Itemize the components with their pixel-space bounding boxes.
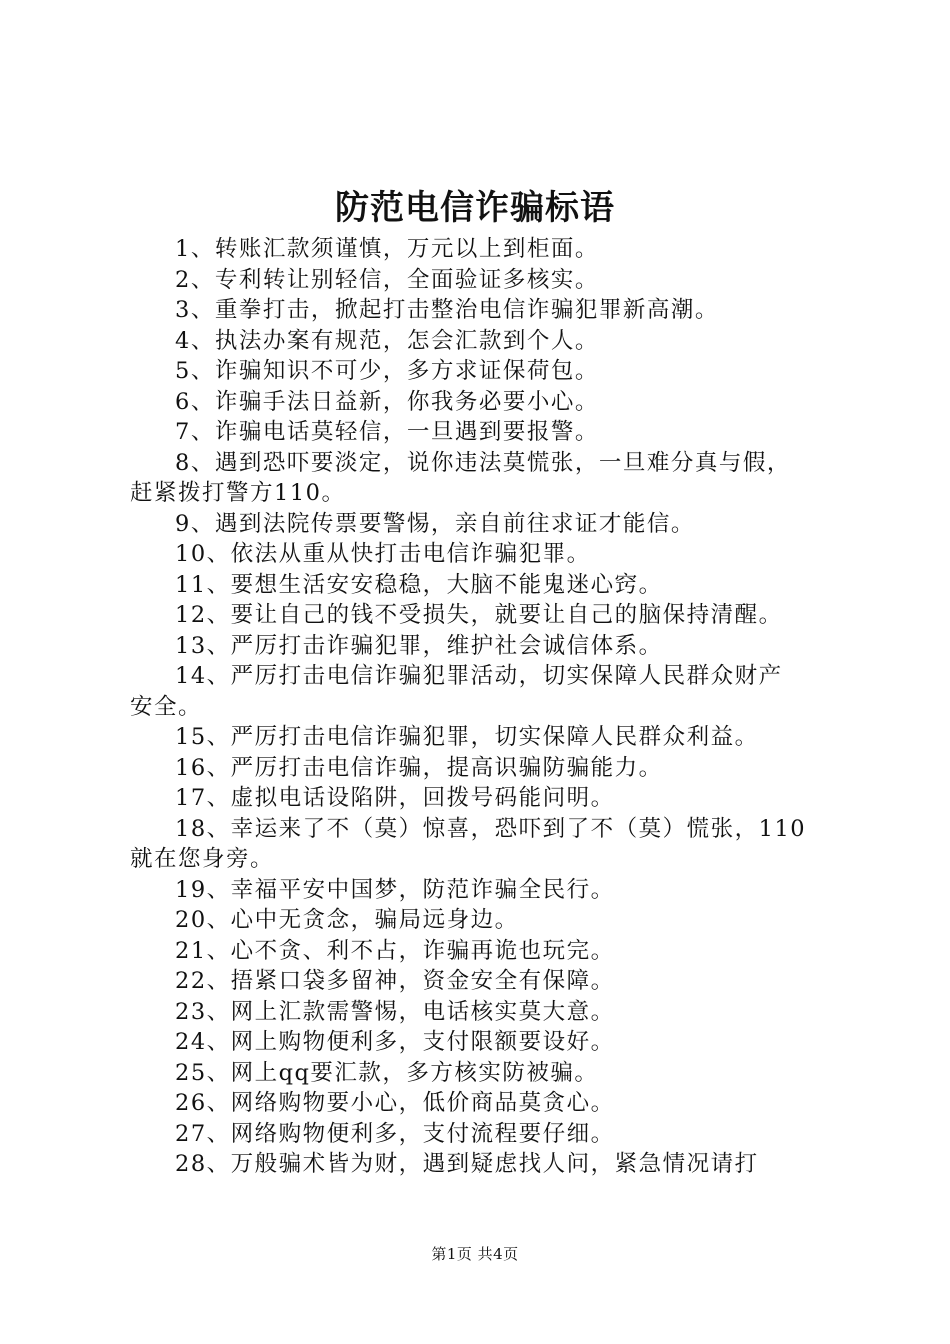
slogan-item-continuation: 就在您身旁。	[130, 846, 275, 872]
slogan-item: 19、幸福平安中国梦，防范诈骗全民行。	[175, 876, 615, 903]
slogan-item: 8、遇到恐吓要淡定，说你违法莫慌张，一旦难分真与假，	[175, 449, 791, 476]
slogan-item: 11、要想生活安安稳稳，大脑不能鬼迷心窍。	[175, 571, 663, 598]
slogan-item: 5、诈骗知识不可少，多方求证保荷包。	[175, 358, 599, 384]
slogan-item: 21、心不贪、利不占，诈骗再诡也玩完。	[175, 937, 615, 964]
slogan-item: 25、网上qq要汇款，多方核实防被骗。	[175, 1059, 599, 1086]
slogan-item: 16、严厉打击电信诈骗，提高识骗防骗能力。	[175, 754, 663, 781]
slogan-item-continuation: 安全。	[130, 693, 203, 720]
slogan-item: 1、转账汇款须谨慎，万元以上到柜面。	[175, 236, 599, 262]
slogan-list	[130, 234, 835, 1180]
slogan-item: 12、要让自己的钱不受损失，就要让自己的脑保持清醒。	[175, 602, 783, 628]
slogan-item: 26、网络购物要小心，低价商品莫贪心。	[175, 1090, 615, 1116]
slogan-item: 27、网络购物便利多，支付流程要仔细。	[175, 1120, 615, 1147]
slogan-item-continuation: 赶紧拨打警方110。	[130, 480, 346, 506]
slogan-item: 4、执法办案有规范，怎会汇款到个人。	[175, 327, 599, 354]
slogan-item: 22、捂紧口袋多留神，资金安全有保障。	[175, 968, 615, 994]
slogan-item: 6、诈骗手法日益新，你我务必要小心。	[175, 388, 599, 415]
slogan-item: 24、网上购物便利多，支付限额要设好。	[175, 1029, 615, 1055]
document-title: 防范电信诈骗标语	[335, 188, 615, 228]
slogan-item: 15、严厉打击电信诈骗犯罪，切实保障人民群众利益。	[175, 724, 759, 750]
page-number-footer: 第1页 共4页	[431, 1245, 519, 1263]
slogan-item: 9、遇到法院传票要警惕，亲自前往求证才能信。	[175, 510, 695, 537]
slogan-item: 13、严厉打击诈骗犯罪，维护社会诚信体系。	[175, 632, 663, 659]
slogan-item: 3、重拳打击，掀起打击整治电信诈骗犯罪新高潮。	[175, 297, 719, 323]
slogan-item: 18、幸运来了不（莫）惊喜，恐吓到了不（莫）慌张，110	[175, 815, 807, 842]
slogan-item: 20、心中无贪念，骗局远身边。	[175, 907, 519, 933]
slogan-item: 17、虚拟电话设陷阱，回拨号码能问明。	[175, 785, 615, 811]
slogan-item: 28、万般骗术皆为财，遇到疑虑找人问，紧急情况请打	[175, 1151, 759, 1177]
slogan-item: 23、网上汇款需警惕，电话核实莫大意。	[175, 998, 615, 1025]
slogan-item: 7、诈骗电话莫轻信，一旦遇到要报警。	[175, 419, 599, 445]
slogan-item: 2、专利转让别轻信，全面验证多核实。	[175, 266, 599, 293]
slogan-item: 10、依法从重从快打击电信诈骗犯罪。	[175, 541, 591, 567]
slogan-item: 14、严厉打击电信诈骗犯罪活动，切实保障人民群众财产	[175, 663, 783, 689]
